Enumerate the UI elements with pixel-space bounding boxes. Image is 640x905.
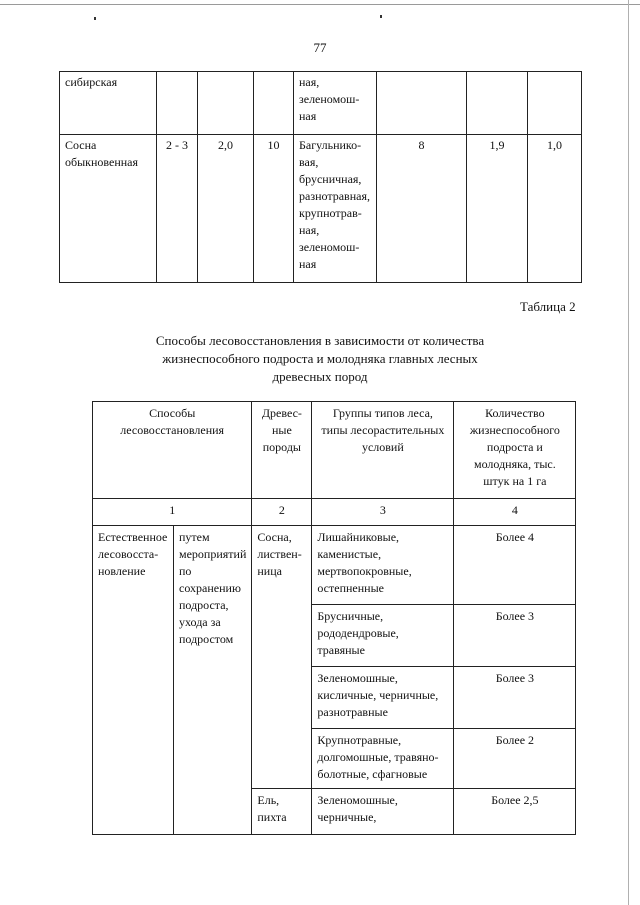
scan-speck [380, 15, 382, 18]
table-cell [467, 72, 528, 135]
scan-speck [94, 17, 96, 20]
table-cell [157, 72, 198, 135]
count-cell: Более 3 [454, 667, 576, 729]
count-cell: Более 2,5 [454, 789, 576, 835]
column-number: 1 [93, 499, 252, 526]
table-cell: 8 [377, 135, 467, 283]
table-cell: 2,0 [198, 135, 254, 283]
forest-group-cell: Крупнотравные, долгомошные, травяно- болотные, сфагновые [312, 729, 454, 789]
scan-edge-top [0, 4, 640, 5]
header-groups: Группы типов леса, типы лесорастительных условий [312, 402, 454, 499]
forest-group-cell: Брусничные, рододендровые, травяные [312, 605, 454, 667]
table-cell: 10 [254, 135, 294, 283]
table-label: Таблица 2 [520, 299, 576, 314]
table-row [60, 72, 582, 135]
table-cell [198, 72, 254, 135]
species-cell: Сосна, листвен- ница [252, 526, 312, 789]
table-cell [528, 72, 582, 135]
forest-group-cell: Зеленомошные, черничные, [312, 789, 454, 835]
table-row [93, 526, 576, 605]
header-species: Древес- ные породы [252, 402, 312, 499]
column-number-row [93, 499, 576, 526]
title-line: древесных пород [272, 369, 368, 384]
table-cell [377, 72, 467, 135]
header-count: Количество жизнеспособного подроста и молодняка, тыс. штук на 1 га [454, 402, 576, 499]
column-number: 2 [252, 499, 312, 526]
title-line: жизнеспособного подроста и молодняка главных лесных [162, 351, 478, 366]
table-cell: 2 - 3 [157, 135, 198, 283]
continued-table [59, 71, 582, 283]
column-number: 4 [454, 499, 576, 526]
title-line: Способы лесовосстановления в зависимости от количества [155, 333, 485, 348]
count-cell: Более 2 [454, 729, 576, 789]
table-title [130, 332, 510, 386]
page-number: 77 [313, 40, 327, 55]
reforestation-table [92, 401, 576, 835]
scan-edge-right [628, 0, 629, 905]
forest-group-cell: Лишайниковые, каменистые, мертвопокровные, остепненные [312, 526, 454, 605]
table-cell: 1,9 [467, 135, 528, 283]
column-number: 3 [312, 499, 454, 526]
species-cell: Ель, пихта [252, 789, 312, 835]
count-cell: Более 3 [454, 605, 576, 667]
header-methods: Способы лесовосстановления [93, 402, 252, 499]
species-cell: Сосна обыкновенная [60, 135, 157, 283]
method-detail-cell: путем мероприятий по сохранению подроста, ухода за подростом [174, 526, 252, 835]
forest-type-cell: ная, зеленомош- ная [294, 72, 377, 135]
method-cell: Естественное лесовосста- новление [93, 526, 174, 835]
species-cell: сибирская [60, 72, 157, 135]
table-row [60, 135, 582, 283]
count-cell: Более 4 [454, 526, 576, 605]
table-cell: 1,0 [528, 135, 582, 283]
header-row [93, 402, 576, 499]
forest-group-cell: Зеленомошные, кисличные, черничные, разнотравные [312, 667, 454, 729]
table-cell [254, 72, 294, 135]
forest-type-cell: Багульнико- вая, брусничная, разнотравная, крупнотрав- ная, зеленомош- ная [294, 135, 377, 283]
